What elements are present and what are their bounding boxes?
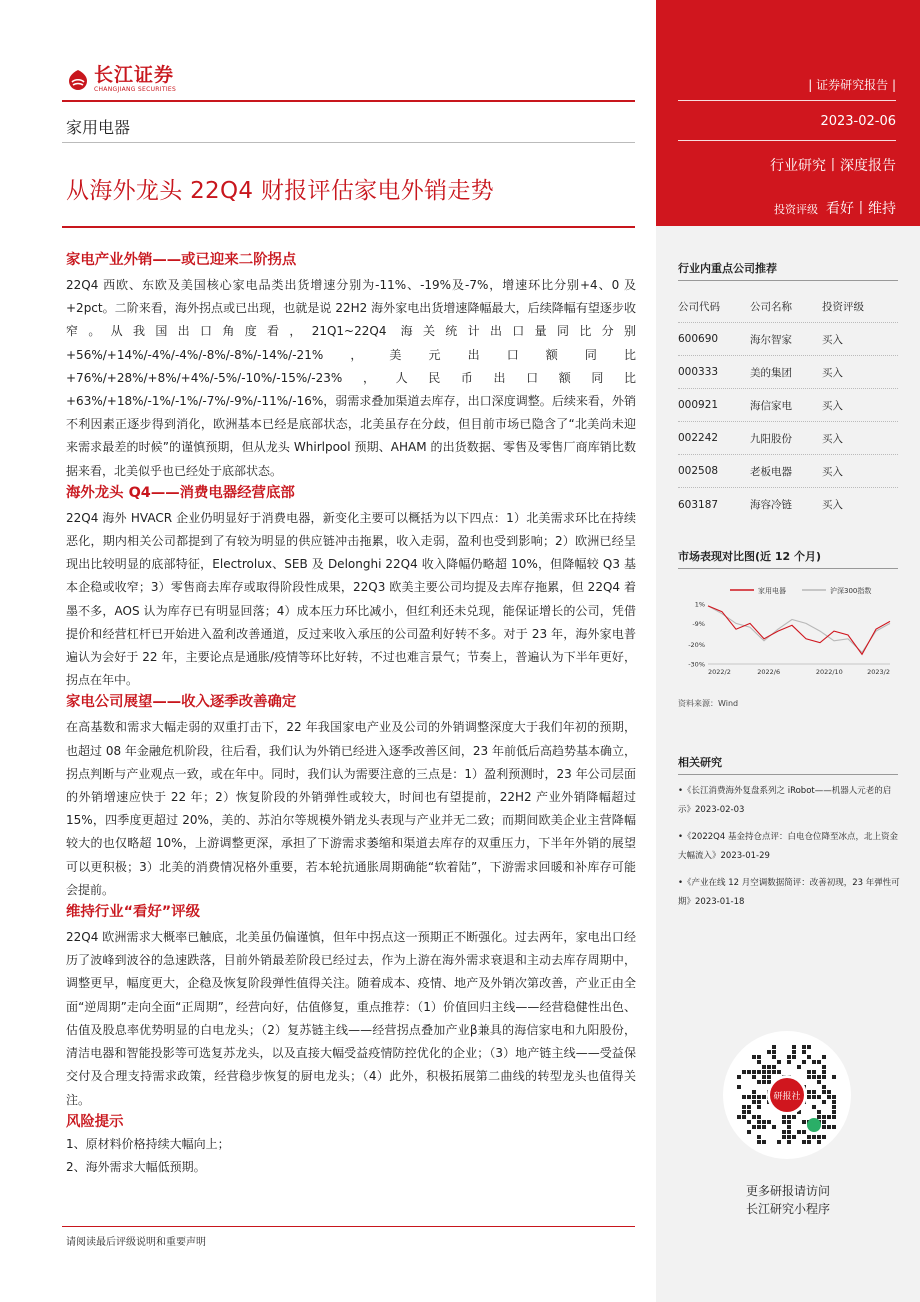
table-row	[678, 323, 898, 356]
series-line	[708, 606, 890, 654]
industry-label: 家用电器	[66, 118, 131, 137]
table-row	[678, 422, 898, 455]
company-code: 000921	[678, 399, 719, 411]
y-tick-label: -30%	[688, 660, 705, 669]
rating-value: 看好丨维持	[826, 201, 896, 217]
column-header: 公司名称	[750, 300, 792, 313]
logo-cn-text: 长江证券	[94, 64, 175, 86]
related-research-item[interactable]: •《2022Q4 基金持仓点评：白电仓位降至冰点，北上资金大幅流入》2023-01-29	[678, 832, 898, 861]
table-row	[678, 488, 898, 521]
section-paragraph: 22Q4 海外 HVACR 企业仍明显好于消费电器，新变化主要可以概括为以下四点：1）北美需求环比在持续恶化，期内相关公司都提到了有较为明显的供应链冲击拖累，收入走弱，盈利也受到影响；2）欧洲已经呈现出比较明显的底部特征，Electrolux、SEB 及 Delonghi 22Q4 收入降幅仍略超 10%，但降幅较 Q3 基本企稳或收窄；3）零售商去库存或取得阶段性成果，22Q3 欧美主要公司均提及去库存拖累，但 22Q4 着墨不多，AOS 认为库存已有明显回落；4）成本压力环比减小，但红利还未兑现，能保证增长的公司，凭借提价和经营杠杆已开始进入盈利改善通道，反过来收入承压的公司盈利好转不多。对于 23 年，海外家电普遍认为会好于 22 年，主要论点是通胀/疫情等环比好转，不过也难言景气；节奏上，普遍认为下半年更好，拐点在年中。	[66, 510, 636, 688]
x-tick-label: 2022/10	[815, 668, 843, 676]
y-tick-label: 1%	[694, 600, 705, 609]
company-code: 603187	[678, 498, 719, 511]
qr-code[interactable]	[722, 1030, 852, 1160]
companies-title: 行业内重点公司推荐	[678, 262, 777, 275]
footer-rule	[62, 1226, 635, 1227]
legend-label: 沪深300指数	[830, 587, 872, 595]
x-tick-label: 2022/2	[708, 668, 731, 676]
sidebar	[656, 0, 920, 1302]
column-header: 公司代码	[678, 300, 720, 313]
logo-en-text: CHANGJIANG SECURITIES	[94, 86, 177, 93]
company-name: 海容冷链	[750, 499, 792, 511]
company-name: 九阳股份	[750, 432, 792, 445]
table-row	[678, 389, 898, 422]
report-date: 2023-02-06	[820, 114, 896, 129]
chart-source: 资料来源：Wind	[678, 699, 739, 708]
company-code: 600690	[678, 333, 719, 345]
section-paragraph: 在高基数和需求大幅走弱的双重打击下，22 年我国家电产业及公司的外销调整深度大于我们年初的预期，也超过 08 年金融危机阶段，往后看，我们认为外销已经进入逐季改善区间，23 年前低后高趋势基本确立，拐点判断与产业观点一致，或在年中。同时，我们认为需要注意的三点是：1）盈利预测时，23 年公司层面的外销增速应快于 22 年；2）恢复阶段的外销弹性或较大，时间也有望提前，22H2 产业外销降幅超过 15%，四季度更超过 20%，美的、苏泊尔等规模外销龙头表现与产业并无二致；而期间欧美企业主营降幅较大的也仅略超 10%，上游调整更深，承担了下游需求萎缩和渠道去库存的双重压力，下半年外销的展望可以更积极；3）北美的消费情况格外重要，若本轮抗通胀周期确能“软着陆”，下游需求回暖和补库存可能会提前。	[66, 720, 636, 897]
risk-heading: 风险提示	[66, 1113, 124, 1130]
company-rating: 买入	[822, 465, 843, 478]
company-rating: 买入	[822, 499, 843, 511]
company-name: 海信家电	[750, 399, 792, 412]
y-tick-label: -20%	[688, 641, 705, 650]
legend-label: 家用电器	[758, 587, 786, 595]
related-title: 相关研究	[678, 756, 722, 769]
footer-disclaimer: 请阅读最后评级说明和重要声明	[66, 1237, 206, 1248]
section-heading: 家电产业外销——或已迎来二阶拐点	[66, 252, 297, 268]
x-tick-label: 2022/6	[757, 668, 781, 676]
mini-program-icon	[807, 1118, 821, 1132]
section-heading: 海外龙头 Q4——消费电器经营底部	[66, 484, 295, 501]
report-meta-block	[656, 0, 920, 226]
companies-rule	[678, 280, 898, 281]
company-rating: 买入	[822, 333, 843, 346]
company-code: 000333	[678, 366, 719, 378]
related-research-item[interactable]: •《产业在线 12 月空调数据简评：改善初现，23 年弹性可期》2023-01-18	[678, 878, 900, 907]
logo-emblem-icon	[66, 68, 90, 92]
company-rating: 买入	[822, 432, 843, 445]
meta-divider	[678, 100, 896, 101]
report-title: 从海外龙头 22Q4 财报评估家电外销走势	[66, 178, 494, 204]
companies-table	[678, 290, 898, 521]
investment-rating	[774, 198, 896, 218]
company-name: 老板电器	[750, 465, 792, 478]
title-rule	[62, 226, 635, 228]
chart-title: 市场表现对比图(近 12 个月)	[678, 550, 822, 563]
table-header-row	[678, 290, 898, 323]
related-rule	[678, 774, 898, 775]
company-code: 002508	[678, 465, 719, 477]
company-rating: 买入	[822, 366, 843, 379]
company-code: 002242	[678, 432, 719, 444]
company-name: 美的集团	[750, 366, 792, 379]
company-rating: 买入	[822, 399, 843, 412]
qr-caption-line1: 更多研报请访问	[745, 1184, 830, 1198]
risk-item: 1、原材料价格持续大幅向上；	[66, 1136, 230, 1151]
header-rule	[62, 100, 635, 102]
meta-divider	[678, 140, 896, 141]
market-performance-chart	[678, 582, 898, 682]
rating-label: 投资评级	[774, 203, 818, 216]
qr-caption-line2: 长江研究小程序	[745, 1202, 830, 1216]
column-header: 投资评级	[822, 300, 864, 313]
table-row	[678, 356, 898, 389]
related-research-item[interactable]: •《长江消费海外复盘系列之 iRobot——机器人元老的启示》2023-02-03	[678, 786, 892, 815]
industry-rule	[62, 142, 635, 143]
qr-badge-text: 研报社	[773, 1092, 801, 1102]
section-paragraph: 22Q4 西欧、东欧及美国核心家电品类出货增速分别为-11%、-19%及-7%，增速环比分别+4、0 及+2pct。二阶来看，海外拐点或已出现，也就是说 22H2 海外家电出货增速降幅最大，后续降幅有望逐步收窄。从我国出口角度看，21Q1~22Q4 海关统计出口量同比分别+56%/+14%/-4%/-4%/-8%/-8%/-14%/-21%，美元出口额同比+76%/+28%/+8%/+4%/-5%/-10%/-15%/-23%，人民币出口额同比+63%/+18%/-1%/-1%/-7%/-9%/-11%/-16%，弱需求叠加渠道去库存，出口深度调整。后续来看，外销不利因素正逐步得到消化，欧洲基本已经是底部状态，北美虽存在分歧，但目前市场已隐含了“北美尚未迎来需求最差的时候”的谨慎预期，但从龙头 Whirlpool 预期、AHAM 的出货数据、零售及零售厂商库销比数据来看，北美似乎也已经处于底部状态。	[66, 278, 636, 478]
related-research-list	[678, 782, 900, 920]
x-tick-label: 2023/2	[867, 668, 890, 676]
chart-rule	[678, 568, 898, 569]
report-type: | 证券研究报告 |	[808, 78, 896, 92]
y-tick-label: -9%	[692, 619, 705, 628]
table-row	[678, 455, 898, 488]
report-kind: 行业研究丨深度报告	[770, 158, 896, 174]
section-heading: 家电公司展望——收入逐季改善确定	[66, 694, 297, 711]
report-body	[66, 250, 636, 1180]
section-heading: 维持行业“看好”评级	[66, 904, 201, 921]
brand-logo	[66, 66, 176, 93]
section-paragraph: 22Q4 欧洲需求大概率已触底，北美虽仍偏谨慎，但年中拐点这一预期正不断强化。过去两年，家电出口经历了波峰到波谷的急速跌落，目前外销最差阶段已经过去，作为上游在海外需求衰退和主动去库存周期中，调整更早，幅度更大，企稳及恢复阶段弹性值得关注。随着成本、疫情、地产及外销次第改善，产业正由全面“逆周期”走向全面“正周期”，经营向好，估值修复，重点推荐：（1）价值回归主线——经营稳健性出色、估值及股息率优势明显的白电龙头；（2）复苏链主线——经营拐点叠加产业β兼具的海信家电和九阳股份，清洁电器和智能投影等可选复苏龙头，以及直接大幅受益疫情防控优化的企业；（3）地产链主线——受益保交付及合理支持需求政策，经营稳步恢复的厨电龙头；（4）此外，积极拓展第二曲线的转型龙头也值得关注。	[66, 930, 636, 1107]
company-name: 海尔智家	[750, 333, 792, 346]
risk-item: 2、海外需求大幅低预期。	[66, 1160, 206, 1175]
